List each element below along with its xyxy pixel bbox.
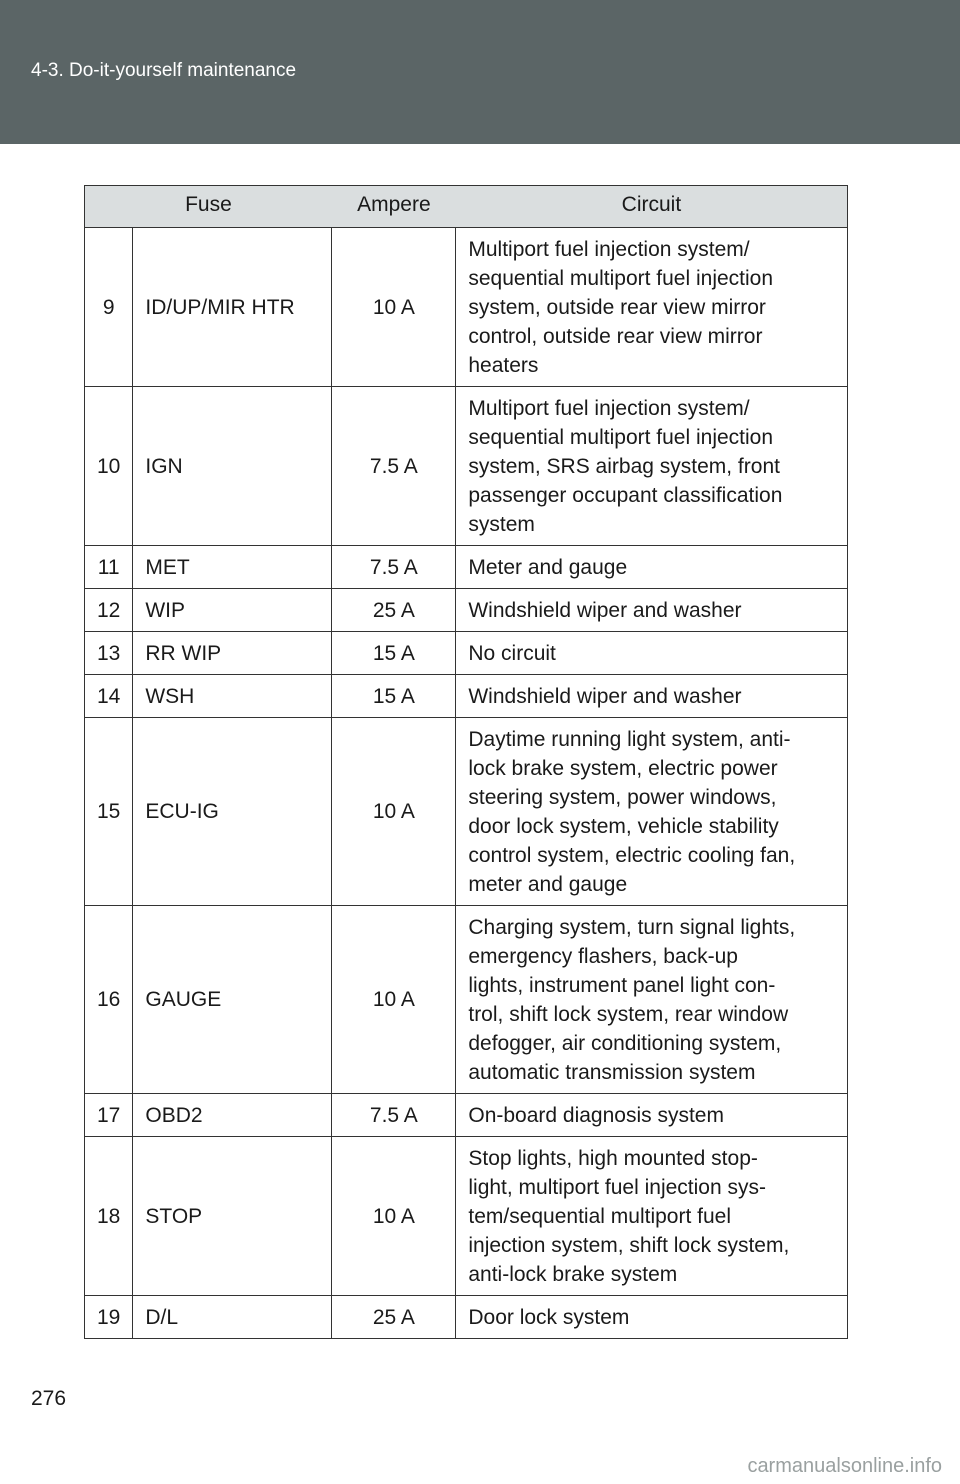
ampere-cell: 10 A [332,718,456,906]
fuse-name-cell: OBD2 [133,1094,332,1137]
fuse-number-cell: 15 [85,718,133,906]
watermark: carmanualsonline.info [747,1455,942,1477]
table-row [85,632,848,675]
fuse-table [84,185,848,1339]
fuse-name-cell: ID/UP/MIR HTR [133,228,332,387]
circuit-cell: Windshield wiper and washer [456,589,848,632]
table-row [85,718,848,906]
ampere-cell: 15 A [332,675,456,718]
fuse-number-cell: 10 [85,387,133,546]
fuse-name-cell: WSH [133,675,332,718]
ampere-cell: 10 A [332,228,456,387]
fuse-name-cell: MET [133,546,332,589]
fuse-number-cell: 11 [85,546,133,589]
section-title: 4-3. Do-it-yourself maintenance [31,60,297,81]
fuse-name-cell: RR WIP [133,632,332,675]
circuit-cell: Windshield wiper and washer [456,675,848,718]
fuse-number-cell: 18 [85,1137,133,1296]
header-band [0,0,960,144]
header-fuse: Fuse [85,186,332,228]
ampere-cell: 7.5 A [332,387,456,546]
ampere-cell: 10 A [332,906,456,1094]
table-row [85,546,848,589]
circuit-cell: Stop lights, high mounted stop- light, multiport fuel injection sys- tem/sequential multiport fuel injection system, shift lock system, anti-lock brake system [456,1137,848,1296]
fuse-number-cell: 13 [85,632,133,675]
fuse-number-cell: 16 [85,906,133,1094]
fuse-name-cell: ECU-IG [133,718,332,906]
table-row [85,228,848,387]
table-row [85,1137,848,1296]
table-row [85,1296,848,1339]
circuit-cell: On-board diagnosis system [456,1094,848,1137]
fuse-number-cell: 14 [85,675,133,718]
fuse-name-cell: IGN [133,387,332,546]
fuse-name-cell: WIP [133,589,332,632]
table-row [85,906,848,1094]
circuit-cell: Meter and gauge [456,546,848,589]
table-row [85,589,848,632]
circuit-cell: Multiport fuel injection system/ sequential multiport fuel injection system, outside rear view mirror control, outside rear view mirror heaters [456,228,848,387]
table-row [85,1094,848,1137]
fuse-name-cell: STOP [133,1137,332,1296]
ampere-cell: 7.5 A [332,546,456,589]
fuse-name-cell: GAUGE [133,906,332,1094]
header-circuit: Circuit [456,186,848,228]
table-row [85,387,848,546]
fuse-number-cell: 9 [85,228,133,387]
circuit-cell: Daytime running light system, anti- lock brake system, electric power steering system, power windows, door lock system, vehicle stability control system, electric cooling fan, meter and gauge [456,718,848,906]
header-ampere: Ampere [332,186,456,228]
fuse-name-cell: D/L [133,1296,332,1339]
ampere-cell: 25 A [332,1296,456,1339]
table-row [85,675,848,718]
circuit-cell: Charging system, turn signal lights, emergency flashers, back-up lights, instrument panel light con- trol, shift lock system, rear window defogger, air conditioning system, automatic transmission system [456,906,848,1094]
circuit-cell: Multiport fuel injection system/ sequential multiport fuel injection system, SRS airbag system, front passenger occupant classification system [456,387,848,546]
page-number: 276 [31,1387,67,1410]
ampere-cell: 25 A [332,589,456,632]
circuit-cell: No circuit [456,632,848,675]
ampere-cell: 15 A [332,632,456,675]
ampere-cell: 10 A [332,1137,456,1296]
fuse-number-cell: 19 [85,1296,133,1339]
fuse-number-cell: 12 [85,589,133,632]
circuit-cell: Door lock system [456,1296,848,1339]
fuse-number-cell: 17 [85,1094,133,1137]
ampere-cell: 7.5 A [332,1094,456,1137]
table-header-row [85,186,848,228]
